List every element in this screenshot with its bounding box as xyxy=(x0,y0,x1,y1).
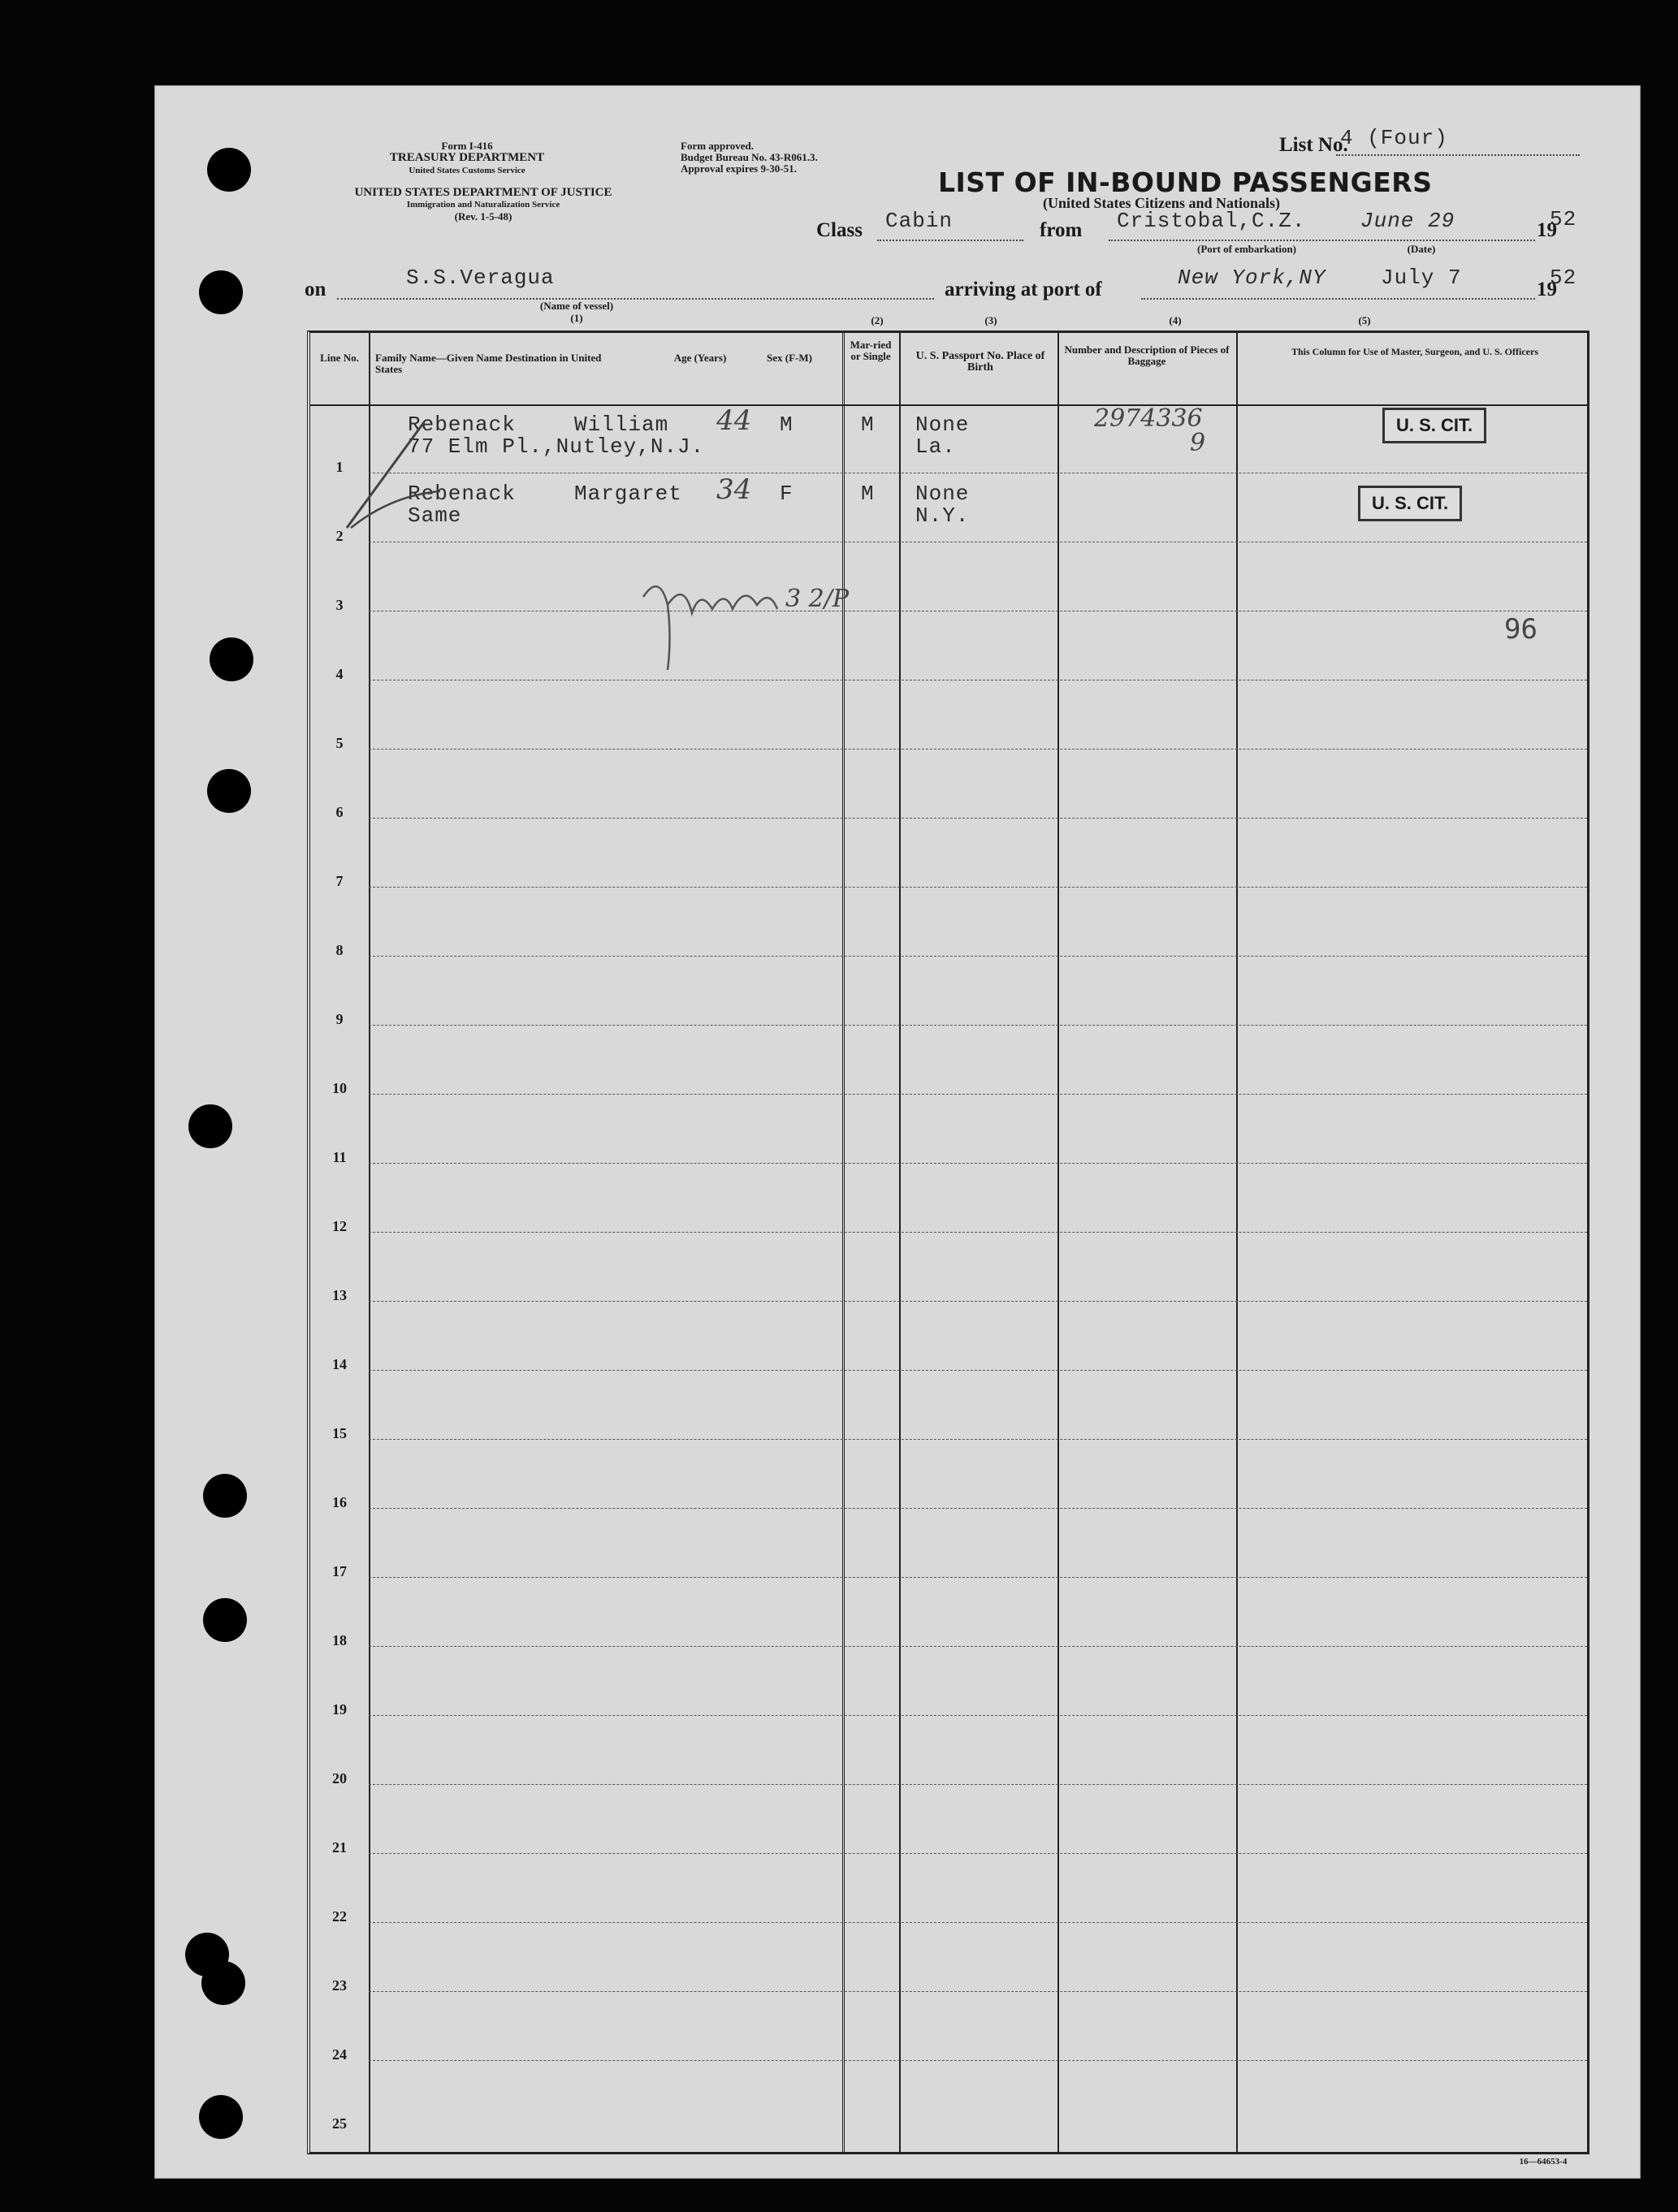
line-number: 3 xyxy=(335,597,344,613)
page-title: LIST OF IN-BOUND PASSENGERS xyxy=(938,166,1433,198)
handwritten-fraction: 3 2/P xyxy=(785,585,850,613)
date-caption: (Date) xyxy=(1407,243,1436,255)
ins-service: Immigration and Naturalization Service xyxy=(406,200,560,210)
passenger-given-name: William xyxy=(574,413,669,437)
line-number: 6 xyxy=(335,804,344,820)
list-no-label: List No. xyxy=(1279,134,1348,156)
vessel-caption: (Name of vessel) xyxy=(539,300,614,312)
passenger-given-name: Margaret xyxy=(574,482,682,506)
col-num-1: (1) xyxy=(570,312,583,324)
line-number: 9 xyxy=(335,1011,344,1027)
form-page xyxy=(154,85,1641,2179)
form-number: Form I-416 xyxy=(441,140,493,152)
line-number: 11 xyxy=(332,1149,347,1165)
binder-hole xyxy=(199,2095,243,2139)
passenger-destination: Same xyxy=(408,503,462,528)
col-num-2: (2) xyxy=(871,314,884,326)
header-name-destination: Family Name—Given Name Destination in United States xyxy=(375,352,602,375)
line-number: 25 xyxy=(332,2115,347,2132)
line-number: 15 xyxy=(332,1425,347,1441)
port-embarkation-caption: (Port of embarkation) xyxy=(1196,243,1297,255)
justice-dept: UNITED STATES DEPARTMENT OF JUSTICE xyxy=(354,186,612,199)
page-subtitle: (United States Citizens and Nationals) xyxy=(1042,195,1280,211)
class-value: Cabin xyxy=(885,209,954,233)
citizen-stamp: U. S. CIT. xyxy=(1382,408,1486,443)
binder-hole xyxy=(201,1961,245,2005)
line-number: 4 xyxy=(335,666,344,682)
from-year: 52 xyxy=(1550,207,1577,231)
passenger-passport: None xyxy=(915,413,970,437)
handwritten-signature xyxy=(635,564,798,678)
passenger-birthplace: La. xyxy=(915,434,956,459)
approval-expires: Approval expires 9-30-51. xyxy=(681,162,797,175)
binder-hole xyxy=(203,1474,247,1518)
line-number: 10 xyxy=(332,1080,347,1096)
passenger-birthplace: N.Y. xyxy=(915,503,970,528)
passenger-sex: F xyxy=(780,482,794,506)
from-port: Cristobal,C.Z. xyxy=(1117,209,1306,233)
line-number: 12 xyxy=(332,1218,347,1234)
line-number: 20 xyxy=(332,1770,347,1786)
line-number: 24 xyxy=(332,2046,347,2063)
line-number: 22 xyxy=(332,1908,347,1925)
passenger-marital-status: M xyxy=(861,413,875,437)
line-number: 2 xyxy=(335,528,344,544)
header-officers-use: This Column for Use of Master, Surgeon, and U. S. Officers xyxy=(1291,346,1538,357)
header-sex: Sex (F-M) xyxy=(767,352,812,364)
col-num-5: (5) xyxy=(1358,314,1371,326)
line-number: 5 xyxy=(335,735,344,751)
passenger-family-name: Rebenack xyxy=(408,482,516,506)
binder-hole xyxy=(210,637,253,681)
line-number: 19 xyxy=(332,1701,347,1717)
budget-bureau: Budget Bureau No. 43-R061.3. xyxy=(681,151,818,163)
binder-hole xyxy=(188,1104,232,1148)
passenger-family-name: Rebenack xyxy=(408,413,516,437)
header-age: Age (Years) xyxy=(673,352,727,364)
line-number: 21 xyxy=(332,1839,347,1856)
footer-code: 16—64653-4 xyxy=(1519,2157,1568,2167)
baggage-number: 2974336 xyxy=(1094,404,1203,433)
line-number: 14 xyxy=(332,1356,347,1372)
from-label: from xyxy=(1040,219,1083,241)
year-prefix-2: 19 xyxy=(1537,279,1557,300)
annotation-96: 96 xyxy=(1504,613,1537,646)
vessel-name: S.S.Veragua xyxy=(406,266,555,290)
line-number: 1 xyxy=(335,459,344,475)
passenger-marital-status: M xyxy=(861,482,875,506)
arrival-year: 52 xyxy=(1550,266,1577,290)
baggage-pieces: 9 xyxy=(1190,429,1206,457)
arrival-date: July 7 xyxy=(1381,266,1462,290)
list-no-value: 4 (Four) xyxy=(1340,126,1448,150)
line-number: 8 xyxy=(335,942,344,958)
line-number: 23 xyxy=(332,1977,347,1994)
passenger-destination: 77 Elm Pl.,Nutley,N.J. xyxy=(408,434,705,459)
passenger-passport: None xyxy=(915,482,970,506)
class-label: Class xyxy=(816,219,863,241)
treasury-dept: TREASURY DEPARTMENT xyxy=(389,151,545,164)
form-approved: Form approved. xyxy=(681,140,755,152)
binder-hole xyxy=(203,1598,247,1642)
checkmark-icon xyxy=(343,414,448,536)
col-num-4: (4) xyxy=(1169,314,1182,326)
header-passport-birth: U. S. Passport No. Place of Birth xyxy=(915,350,1045,374)
passenger-table xyxy=(307,331,1589,2154)
line-number: 13 xyxy=(332,1287,347,1303)
line-number: 18 xyxy=(332,1632,347,1648)
col-num-3: (3) xyxy=(984,314,997,326)
revision: (Rev. 1-5-48) xyxy=(454,210,512,222)
binder-hole xyxy=(207,769,251,813)
header-married: Mar-ried or Single xyxy=(850,339,892,362)
customs-service: United States Customs Service xyxy=(409,166,525,175)
line-number: 17 xyxy=(332,1563,347,1579)
header-line-no: Line No. xyxy=(320,352,359,364)
line-number: 16 xyxy=(332,1494,347,1510)
line-number: 7 xyxy=(335,873,344,889)
passenger-age: 34 xyxy=(716,473,752,506)
citizen-stamp: U. S. CIT. xyxy=(1358,486,1462,521)
arriving-label: arriving at port of xyxy=(945,279,1102,300)
header-baggage: Number and Description of Pieces of Baggage xyxy=(1064,343,1230,367)
binder-hole xyxy=(207,148,251,192)
arrival-port: New York,NY xyxy=(1178,266,1326,290)
from-date: June 29 xyxy=(1360,209,1455,233)
year-prefix-1: 19 xyxy=(1537,219,1557,241)
passenger-age: 44 xyxy=(716,404,752,437)
passenger-sex: M xyxy=(780,413,794,437)
binder-hole xyxy=(199,270,243,314)
on-label: on xyxy=(305,279,327,300)
